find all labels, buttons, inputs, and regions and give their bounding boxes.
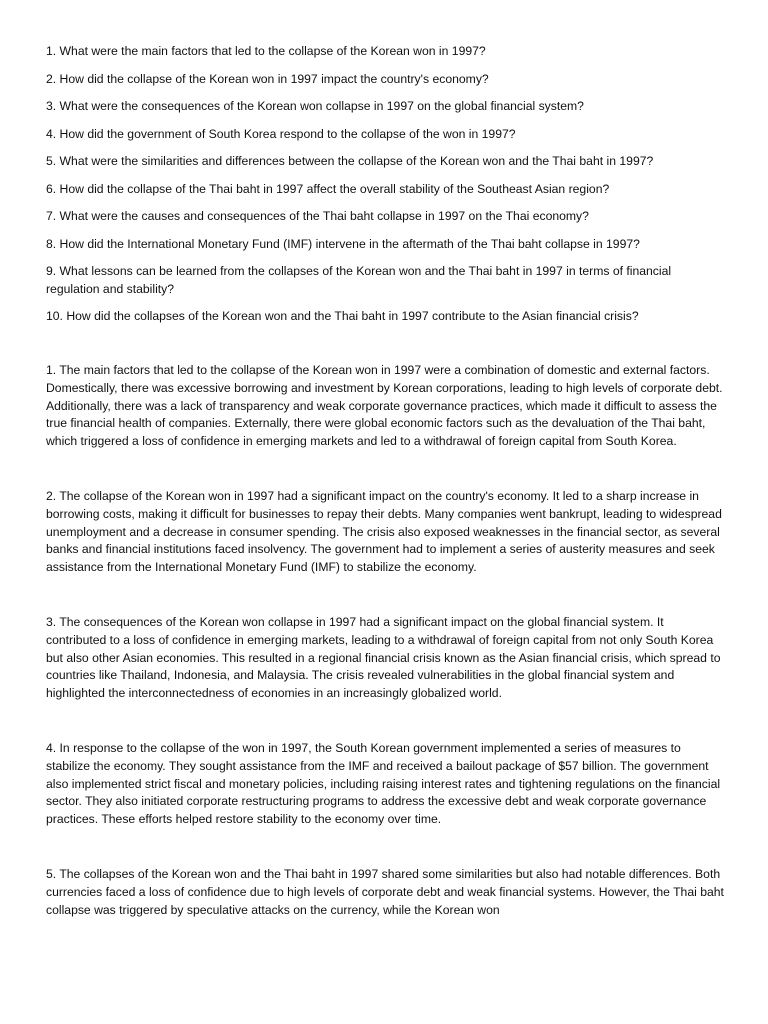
question-item: 1. What were the main factors that led to the collapse of the Korean won in 1997? <box>46 44 486 58</box>
answer-paragraph: 4. In response to the collapse of the won in 1997, the South Korean government implemented a series of measures to stabilize the economy. They sought assistance from the IMF and received a bailout package of $57 billion. The government also implemented strict fiscal and monetary policies, including raising interest rates and tightening regulations on the financial sector. They also initiated corporate restructuring programs to address the excessive debt and weak corporate governance practices. These efforts helped restore stability to the economy over time. <box>46 740 721 827</box>
answer-list <box>46 362 726 956</box>
answer-paragraph: 1. The main factors that led to the collapse of the Korean won in 1997 were a combination of domestic and external factors. Domestically, there was excessive borrowing and investment by Korean corporations, leading to high levels of corporate debt. Additionally, there was a lack of transparency and weak corporate governance practices, which made it difficult to assess the true financial health of companies. Externally, there were global economic factors such as the devaluation of the Thai baht, which triggered a loss of confidence in emerging markets and led to a withdrawal of foreign capital from South Korea. <box>46 363 723 449</box>
question-item: 7. What were the causes and consequences of the Thai baht collapse in 1997 on the Thai economy? <box>46 209 589 223</box>
answer-paragraph: 3. The consequences of the Korean won collapse in 1997 had a significant impact on the global financial system. It contributed to a loss of confidence in emerging markets, leading to a withdrawal of foreign capital from not only South Korea but also other Asian economies. This resulted in a regional financial crisis known as the Asian financial crisis, which spread to countries like Thailand, Indonesia, and Malaysia. The crisis revealed vulnerabilities in the global financial system and highlighted the interconnectedness of economies in an increasingly globalized world. <box>46 614 721 701</box>
answer-paragraph: 5. The collapses of the Korean won and the Thai baht in 1997 shared some similarities but also had notable differences. Both currencies faced a loss of confidence due to high levels of corporate debt and weak financial systems. However, the Thai baht collapse was triggered by speculative attacks on the currency, while the Korean won <box>46 866 724 917</box>
question-item: 10. How did the collapses of the Korean won and the Thai baht in 1997 contribute to the Asian financial crisis? <box>46 309 639 323</box>
question-item: 5. What were the similarities and differences between the collapse of the Korean won and the Thai baht in 1997? <box>46 154 654 168</box>
question-item: 8. How did the International Monetary Fund (IMF) intervene in the aftermath of the Thai baht collapse in 1997? <box>46 236 640 251</box>
question-list <box>46 43 726 336</box>
question-item: 6. How did the collapse of the Thai baht in 1997 affect the overall stability of the Southeast Asian region? <box>46 181 610 196</box>
question-item: 2. How did the collapse of the Korean won in 1997 impact the country's economy? <box>46 71 489 86</box>
question-item: 3. What were the consequences of the Korean won collapse in 1997 on the global financial system? <box>46 99 584 113</box>
answer-paragraph: 2. The collapse of the Korean won in 1997 had a significant impact on the country's economy. It led to a sharp increase in borrowing costs, making it difficult for businesses to repay their debts. Many companies went bankrupt, leading to widespread unemployment and a decrease in consumer spending. The crisis also exposed weaknesses in the financial sector, as several banks and financial institutions faced insolvency. The government had to implement a series of austerity measures and seek assistance from the International Monetary Fund (IMF) to stabilize the economy. <box>46 488 722 575</box>
question-item: 9. What lessons can be learned from the collapses of the Korean won and the Thai baht in 1997 in terms of financial regulation and stability? <box>46 264 672 296</box>
question-item: 4. How did the government of South Korea respond to the collapse of the won in 1997? <box>46 126 516 141</box>
